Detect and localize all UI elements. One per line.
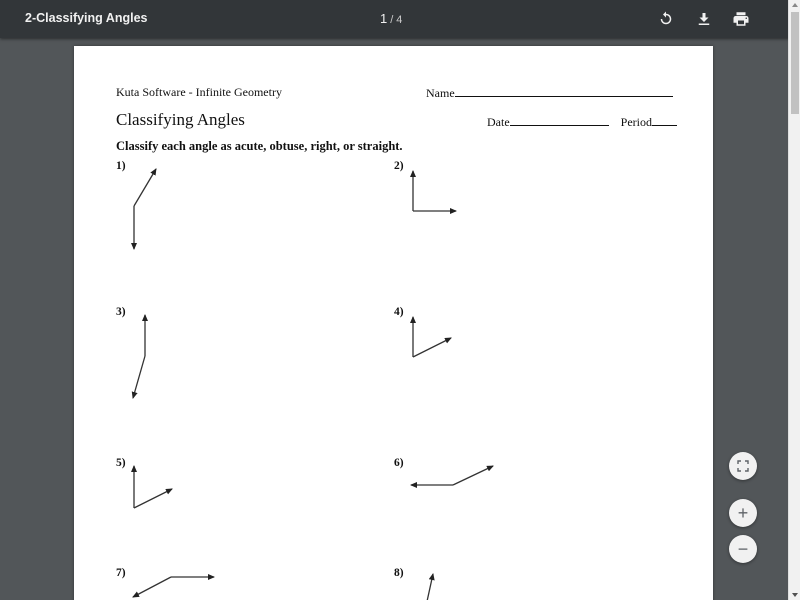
rotate-icon[interactable] (657, 10, 675, 28)
pdf-toolbar (0, 0, 800, 38)
date-label: Date (487, 115, 510, 129)
zoom-in-button[interactable] (729, 499, 757, 527)
question-3-label: 3) (116, 306, 126, 318)
scrollbar-thumb[interactable] (791, 12, 799, 114)
pdf-page (74, 46, 713, 600)
total-pages: 4 (396, 14, 403, 26)
worksheet-source: Kuta Software - Infinite Geometry (116, 85, 282, 99)
fit-to-page-button[interactable] (729, 452, 757, 480)
page-indicator (380, 11, 402, 26)
angle-6-diagram (411, 466, 493, 485)
angle-8-diagram (426, 574, 433, 600)
pdf-viewer[interactable] (0, 38, 788, 600)
vertical-scrollbar[interactable] (788, 0, 800, 600)
document-title: 2-Classifying Angles (25, 11, 148, 25)
angle-diagrams (74, 46, 713, 600)
scroll-down-arrow-icon[interactable] (792, 593, 798, 597)
question-8-label: 8) (394, 567, 404, 579)
angle-7-diagram (133, 577, 214, 597)
worksheet-title: Classifying Angles (116, 110, 245, 129)
angle-1-diagram (134, 169, 156, 249)
fit-to-page-icon (736, 459, 750, 473)
question-5-label: 5) (116, 457, 126, 469)
period-label: Period (620, 115, 652, 129)
page-separator: / (390, 14, 394, 26)
instructions: Classify each angle as acute, obtuse, right, or straight. (116, 139, 403, 153)
question-4-label: 4) (394, 306, 404, 318)
zoom-out-button[interactable] (729, 535, 757, 563)
minus-icon: − (737, 538, 749, 559)
scroll-up-arrow-icon[interactable] (792, 3, 798, 7)
angle-5-diagram (134, 466, 172, 508)
question-1-label: 1) (116, 160, 126, 172)
download-icon[interactable] (695, 10, 713, 28)
current-page-input[interactable]: 1 (380, 11, 388, 26)
question-7-label: 7) (116, 567, 126, 579)
angle-3-diagram (133, 315, 145, 398)
print-icon[interactable] (732, 10, 750, 28)
plus-icon: + (737, 502, 749, 523)
angle-2-diagram (413, 171, 456, 211)
question-2-label: 2) (394, 160, 404, 172)
name-label: Name (426, 86, 455, 100)
angle-4-diagram (413, 317, 451, 357)
question-6-label: 6) (394, 457, 404, 469)
